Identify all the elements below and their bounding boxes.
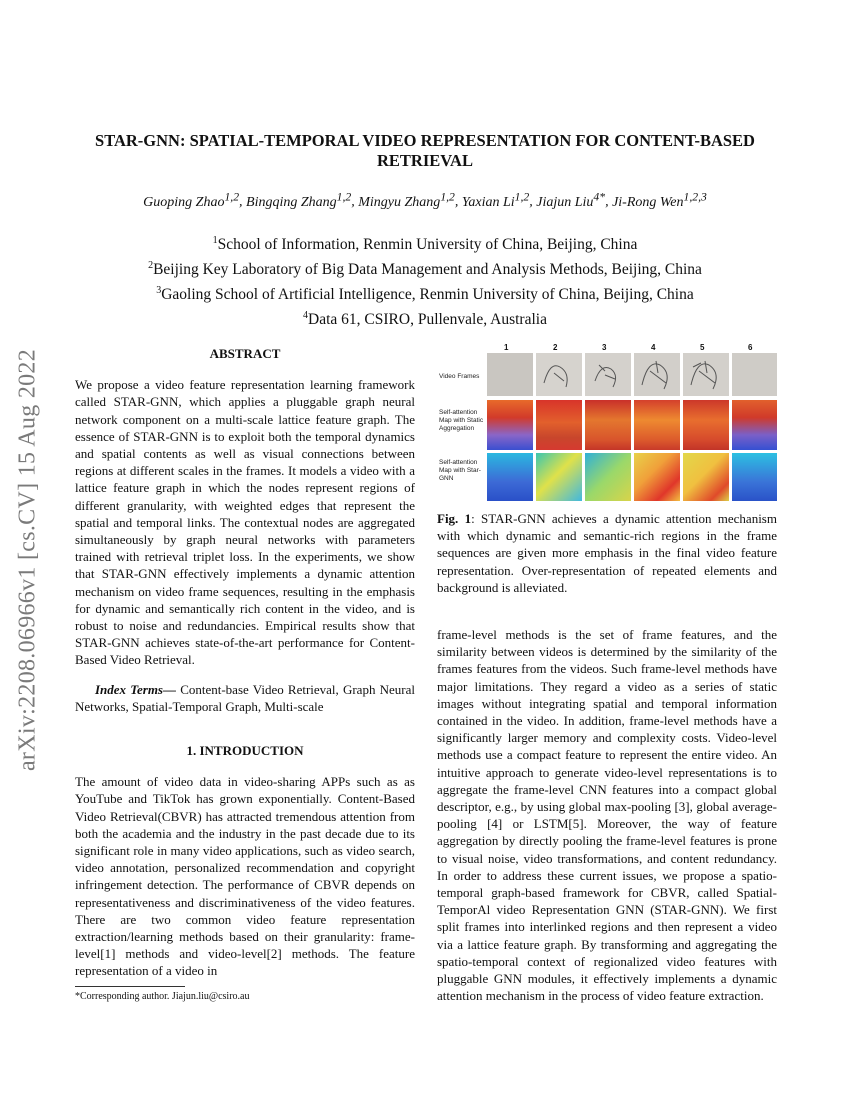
author: Bingqing Zhang$^{1,2}$ xyxy=(246,190,352,210)
video-frame xyxy=(536,353,582,396)
intro-text-right: frame-level methods is the set of frame features, and the similarity between videos is determined by the similarity of the frames features from the videos. Such frame-level methods have major limitations. They regard a video as a series of static images without integrating spatial and temporal information contained in the video. In addition, frame-level methods have a significantly larger memory and complexity costs. Video-level methods use a compact feature to represent the entire video. An intuitive approach to generate video-level representations is to aggregate the frame-level CNN features into a compact global descriptor, e.g., by using global max-pooling [3], global average-pooling [4] or LSTM[5]. Moreover, the way of feature aggregation by directly pooling the frame-level features is prone to visual noise, video transformations, and content redundancy. In order to address these current issues, we propose a spatio-temporal graph-based framework for CBVR, called Spatial-TemporAl video Representation GNN (STAR-GNN). We first split frames into interlinked regions and then represent a video via a lattice feature graph. By transforming and aggregating the spatio-temporal context of regionalized video features with pluggable GNN modules, it effectively implements a dynamic attention mechanism in the process of video feature extraction. xyxy=(437,627,777,1004)
sketch-drawing xyxy=(634,353,680,396)
video-frame xyxy=(732,353,777,396)
static-heatmap xyxy=(536,400,582,450)
index-terms: Index Terms— Content-base Video Retrieval, Graph Neural Networks, Spatial-Temporal Graph, Multi-scale xyxy=(75,681,416,714)
affiliation: $^3$Gaoling School of Artificial Intelligence, Renmin University of China, Beijing, China xyxy=(156,285,694,304)
intro-section xyxy=(75,742,415,980)
stargnn-heatmap xyxy=(634,453,680,501)
intro-section-continued xyxy=(437,626,777,1004)
affiliation: $^2$Beijing Key Laboratory of Big Data Management and Analysis Methods, Beijing, China xyxy=(148,260,702,279)
stargnn-heatmap xyxy=(683,453,729,501)
stargnn-heatmap xyxy=(536,453,582,501)
author: Guoping Zhao$^{1,2}$ xyxy=(143,190,240,210)
sketch-drawing xyxy=(536,353,582,396)
frame-number: 1 xyxy=(504,343,509,352)
author: Jiajun Liu$^{4*}$ xyxy=(536,190,606,210)
video-frame xyxy=(634,353,680,396)
abstract-text: We propose a video feature representation learning framework called STAR-GNN, which applies a pluggable graph neural network component on a multi-scale lattice feature graph. The essence of STAR-GNN is to exploit both the temporal dynamics and spatial contents as well as visual connections between regions at different scales in the frames. It models a video with a lattice feature graph in which the nodes represent regions of different granularity, with weighted edges that represent the spatial and temporal links. The contextual nodes are aggregated simultaneously by graph neural networks with parameters trained with retrieval triplet loss. In the experiments, we show that STAR-GNN effectively implements a dynamic attention mechanism on video frame sequences, resulting in the emphasis for dynamic and semantically rich content in the video, and is robust to noise and redundancies. Empirical results show that STAR-GNN achieves state-of-the-art performance for Content-Based Video Retrieval. xyxy=(75,377,415,668)
stargnn-heatmap xyxy=(487,453,533,501)
frame-number: 5 xyxy=(700,343,705,352)
static-heatmap xyxy=(732,400,777,450)
sketch-drawing xyxy=(683,353,729,396)
author-list: Guoping Zhao$^{1,2}$, Bingqing Zhang$^{1,2}$, Mingyu Zhang$^{1,2}$, Yaxian Li$^{1,2}$, Jiajun Liu$^{4*}$, Ji-Rong Wen$^{1,2,3}$ xyxy=(143,190,707,210)
static-heatmap xyxy=(585,400,631,450)
intro-heading: 1. INTRODUCTION xyxy=(186,743,304,758)
figure-1 xyxy=(437,343,777,503)
figure-caption: Fig. 1: STAR-GNN achieves a dynamic attention mechanism with which dynamic and semantic-rich regions in the frame sequences are given more emphasis in the final video feature representation. Over-representation of repeated elements and background is alleviated. xyxy=(437,511,777,595)
frame-number: 4 xyxy=(651,343,656,352)
abstract-heading: ABSTRACT xyxy=(209,346,281,361)
author: Yaxian Li$^{1,2}$ xyxy=(461,190,530,210)
arxiv-stamp xyxy=(6,330,50,790)
sketch-drawing xyxy=(585,353,631,396)
row-label-video-frames: Video Frames xyxy=(439,373,480,380)
stargnn-heatmap xyxy=(585,453,631,501)
stargnn-heatmap xyxy=(732,453,777,501)
row-label-stargnn: Self-attention Map with Star-GNN xyxy=(439,459,481,482)
author: Mingyu Zhang$^{1,2}$ xyxy=(358,190,455,210)
row-label-static: Self-attention Map with Static Aggregation xyxy=(439,409,484,432)
abstract-section xyxy=(75,345,415,715)
video-frame xyxy=(683,353,729,396)
frame-number: 3 xyxy=(602,343,607,352)
author: Ji-Rong Wen$^{1,2,3}$ xyxy=(612,190,707,210)
video-frame xyxy=(585,353,631,396)
static-heatmap xyxy=(683,400,729,450)
static-heatmap xyxy=(487,400,533,450)
video-frame xyxy=(487,353,533,396)
static-heatmap xyxy=(634,400,680,450)
footnote: *Corresponding author. Jiajun.liu@csiro.au xyxy=(75,991,250,1002)
footnote-rule xyxy=(75,986,185,987)
paper-title: STAR-GNN: SPATIAL-TEMPORAL VIDEO REPRESENTATION FOR CONTENT-BASED RETRIEVAL xyxy=(95,131,755,170)
frame-number: 2 xyxy=(553,343,558,352)
affiliation: $^4$Data 61, CSIRO, Pullenvale, Australia xyxy=(303,310,547,329)
affiliations xyxy=(60,230,790,331)
frame-number: 6 xyxy=(748,343,753,352)
intro-text-left: The amount of video data in video-sharing APPs such as as YouTube and TikTok has grown exponentially. Content-Based Video Retrieval(CBVR) has attracted tremendous attention from both the academia and the industry in the past decade due to its significant role in many video applications, such as video search, video annotation, personalized recommendation and copyright infringement detection. The performance of CBVR depends on representativeness and discriminativeness of the video features. There are two common video feature representation extraction/learning methods based on their granularity: frame-level[1] methods and video-level[2] methods. The feature representation of a video in xyxy=(75,774,415,979)
affiliation: $^1$School of Information, Renmin University of China, Beijing, China xyxy=(212,235,638,254)
arxiv-id: arXiv:2208.06966v1 [cs.CV] 15 Aug 2022 xyxy=(14,348,41,772)
